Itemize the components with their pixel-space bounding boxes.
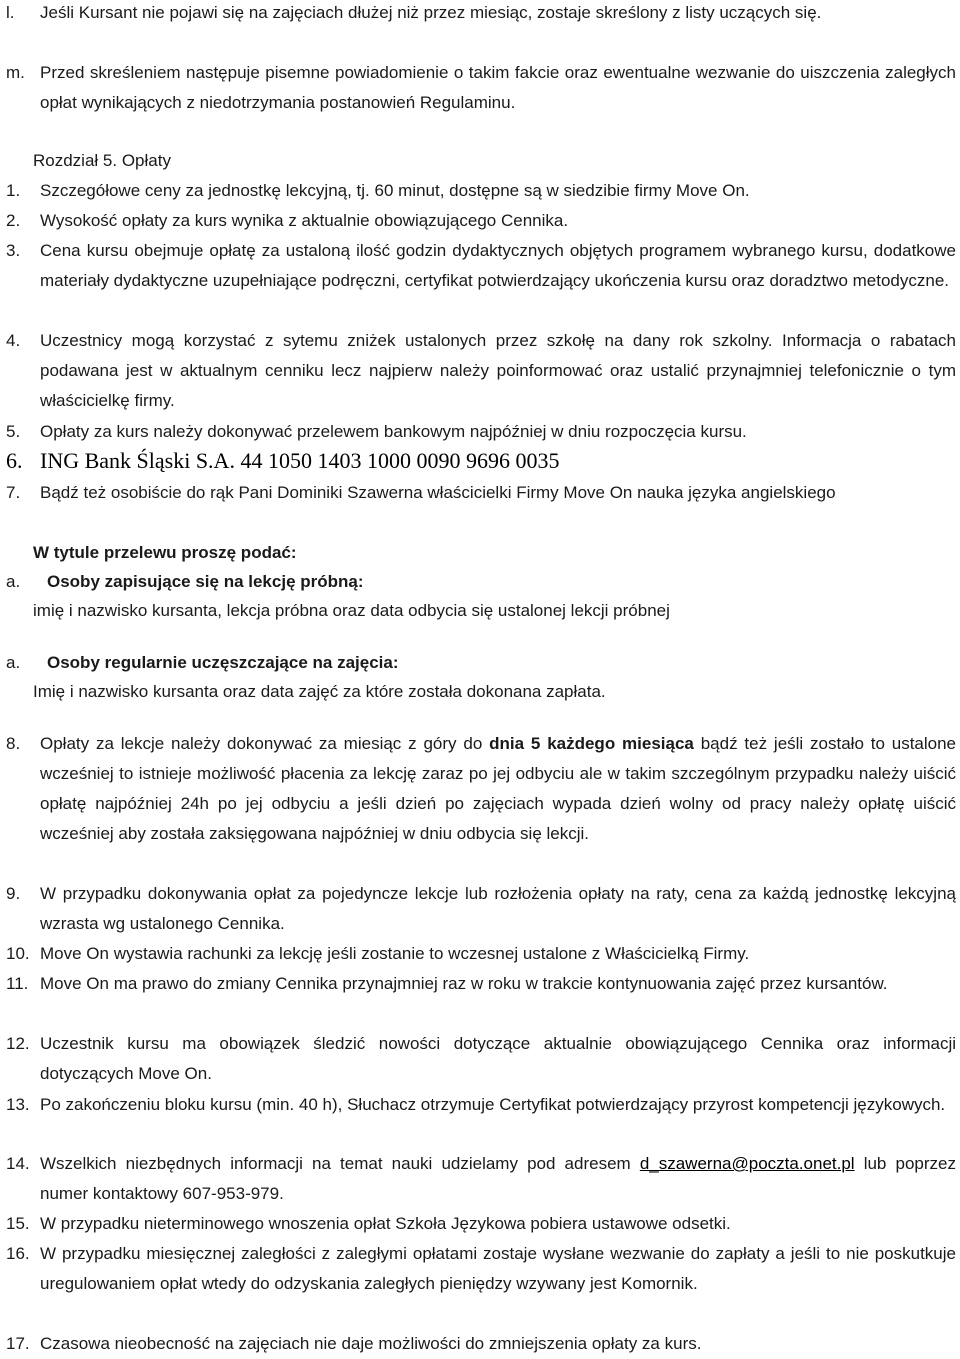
point-16	[6, 1239, 956, 1299]
item-label: Osoby zapisujące się na lekcję próbną:	[47, 572, 364, 591]
point-text-part: lub poprzez numer kontaktowy 607-953-979.	[40, 1154, 956, 1203]
point-number: 5.	[6, 422, 21, 441]
point-text: Bądź też osobiście do rąk Pani Dominiki Szawerna właścicielki Firmy Move On nauka języka angielskiego	[40, 483, 836, 502]
point-6	[6, 446, 956, 476]
list-item-l	[6, 0, 956, 28]
item-letter: a.	[6, 572, 21, 591]
item-number: m.	[6, 63, 25, 82]
point-15	[6, 1209, 956, 1239]
point-number: 16.	[6, 1244, 30, 1263]
point-11	[6, 969, 956, 999]
point-number: 9.	[6, 884, 21, 903]
point-10	[6, 939, 956, 969]
point-number: 8.	[6, 734, 21, 753]
point-text: Cena kursu obejmuje opłatę za ustaloną ilość godzin dydaktycznych objętych programem wybranego kursu, dodatkowe materiały dydaktyczne uzupełniające podręczni, certyfikat potwierdzający ukończenia kursu oraz doradztwo metodyczne.	[40, 241, 956, 290]
point-text: Czasowa nieobecność na zajęciach nie daje możliwości do zmniejszenia opłaty za kurs.	[40, 1334, 702, 1353]
transfer-regular	[6, 648, 956, 678]
point-3	[6, 236, 956, 296]
point-13	[6, 1090, 956, 1120]
point-number: 11.	[6, 974, 29, 993]
point-text	[40, 729, 956, 849]
point-4	[6, 326, 956, 416]
point-text: Uczestnik kursu ma obowiązek śledzić nowości dotyczące aktualnie obowiązującego Cennika oraz informacji dotyczących Move On.	[40, 1034, 956, 1083]
item-label: Osoby regularnie uczęszczające na zajęcia:	[47, 653, 399, 672]
email-link[interactable]: d_szawerna@poczta.onet.pl	[639, 1154, 855, 1173]
item-text: Przed skreśleniem następuje pisemne powiadomienie o takim fakcie oraz ewentualne wezwanie do uiszczenia zaległych opłat wynikających z niedotrzymania postanowień Regulaminu.	[40, 63, 956, 112]
point-text: W przypadku dokonywania opłat za pojedyncze lekcje lub rozłożenia opłaty na raty, cena za każdą jednostkę lekcyjną wzrasta wg ustalonego Cennika.	[40, 884, 956, 933]
point-text: Szczegółowe ceny za jednostkę lekcyjną, tj. 60 minut, dostępne są w siedzibie firmy Move On.	[40, 181, 750, 200]
point-number: 6.	[6, 448, 23, 473]
bank-account: ING Bank Śląski S.A. 44 1050 1403 1000 0090 9696 0035	[40, 448, 560, 473]
payment-deadline: dnia 5 każdego miesiąca	[489, 734, 694, 753]
point-7	[6, 478, 956, 508]
point-number: 13.	[6, 1095, 30, 1114]
point-8	[6, 729, 956, 849]
point-text: Move On ma prawo do zmiany Cennika przynajmniej raz w roku w trakcie kontynuowania zajęć przez kursantów.	[40, 974, 888, 993]
point-text-part: Opłaty za lekcje należy dokonywać za miesiąc z góry do	[40, 734, 490, 753]
transfer-trial-detail: imię i nazwisko kursanta, lekcja próbna oraz data odbycia się ustalonej lekcji próbnej	[33, 601, 670, 620]
point-text-part: Wszelkich niezbędnych informacji na temat nauki udzielamy pod adresem	[40, 1154, 640, 1173]
point-text-part: bądź też jeśli zostało to ustalone wcześniej to istnieje możliwość płacenia za lekcję zaraz po jej odbyciu ale w takim szczególnym przypadku należy uiścić opłatę najpóźniej 24h po jej odbyciu a jeśli dzień po zajęciach wypada dzień wolny od pracy należy opłatę uiścić wcześniej aby została zaksięgowana najpóźniej w dniu odbycia się lekcji.	[40, 734, 957, 843]
point-text: W przypadku nieterminowego wnoszenia opłat Szkoła Językowa pobiera ustawowe odsetki.	[40, 1214, 731, 1233]
point-number: 10.	[6, 944, 30, 963]
point-12	[6, 1029, 956, 1089]
transfer-regular-detail: Imię i nazwisko kursanta oraz data zajęć za które została dokonana zapłata.	[33, 682, 606, 701]
item-letter: a.	[6, 653, 21, 672]
point-text: Wysokość opłaty za kurs wynika z aktualnie obowiązującego Cennika.	[40, 211, 569, 230]
point-text: Move On wystawia rachunki za lekcję jeśli zostanie to wczesnej ustalone z Właścicielką Firmy.	[40, 944, 750, 963]
point-number: 17.	[6, 1334, 30, 1353]
point-number: 2.	[6, 211, 21, 230]
point-number: 12.	[6, 1034, 30, 1053]
point-text: Uczestnicy mogą korzystać z sytemu zniżek ustalonych przez szkołę na dany rok szkolny. Informacja o rabatach podawana jest w aktualnym cenniku lecz najpierw należy poinformować oraz ustalić przynajmniej telefonicznie o tym właścicielkę firmy.	[40, 331, 956, 410]
point-5	[6, 417, 956, 447]
chapter-heading: Rozdział 5. Opłaty	[33, 151, 171, 170]
point-number: 3.	[6, 241, 21, 260]
point-number: 14.	[6, 1154, 30, 1173]
point-text: Po zakończeniu bloku kursu (min. 40 h), Słuchacz otrzymuje Certyfikat potwierdzający przyrost kompetencji językowych.	[40, 1095, 946, 1114]
point-14	[6, 1149, 956, 1209]
point-text: Opłaty za kurs należy dokonywać przelewem bankowym najpóźniej w dniu rozpoczęcia kursu.	[40, 422, 747, 441]
point-number: 1.	[6, 181, 21, 200]
item-text: Jeśli Kursant nie pojawi się na zajęciach dłużej niż przez miesiąc, zostaje skreślony z listy uczących się.	[40, 3, 822, 22]
point-2	[6, 206, 956, 236]
point-text	[40, 1149, 956, 1209]
point-number: 4.	[6, 331, 21, 350]
list-item-m	[6, 58, 956, 118]
point-number: 7.	[6, 483, 21, 502]
point-number: 15.	[6, 1214, 30, 1233]
point-text: W przypadku miesięcznej zaległości z zaległymi opłatami zostaje wysłane wezwanie do zapłaty a jeśli to nie poskutkuje uregulowaniem opłat wtedy do odzyskania zaległych pieniędzy wzywany jest Komornik.	[40, 1244, 956, 1293]
transfer-heading: W tytule przelewu proszę podać:	[33, 543, 297, 562]
item-number: l.	[6, 3, 15, 22]
point-17	[6, 1329, 956, 1359]
transfer-trial	[6, 567, 956, 597]
point-9	[6, 879, 956, 939]
point-1	[6, 176, 956, 206]
